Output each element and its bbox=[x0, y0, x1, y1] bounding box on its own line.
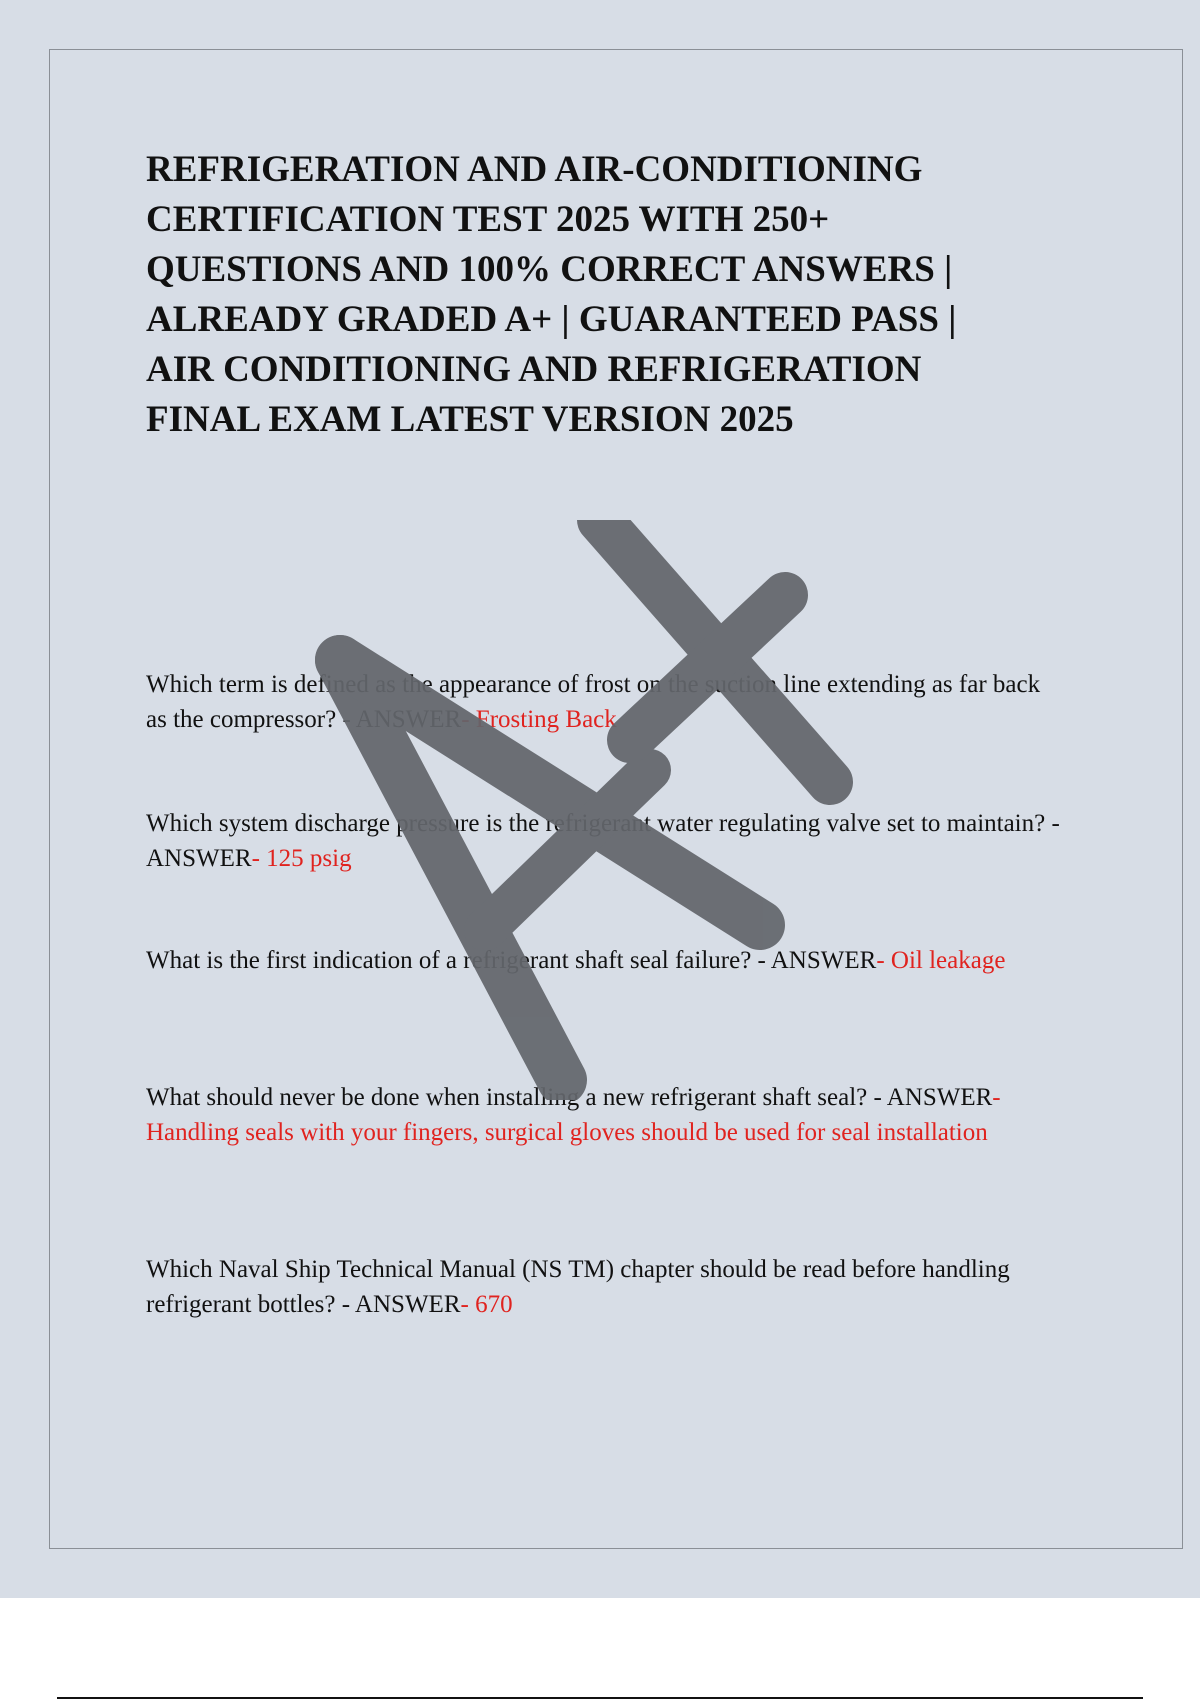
qa-item bbox=[146, 943, 1066, 978]
question-text: What should never be done when installing a new refrigerant shaft seal? - ANSWER bbox=[146, 1084, 993, 1111]
qa-item bbox=[146, 667, 1066, 737]
qa-item bbox=[146, 1080, 1066, 1150]
answer-text: - 125 psig bbox=[251, 845, 352, 872]
document-title: REFRIGERATION AND AIR-CONDITIONING CERTIFICATION TEST 2025 WITH 250+ QUESTIONS AND 100% CORRECT ANSWERS | ALREADY GRADED A+ | GUARANTEED PASS | AIR CONDITIONING AND REFRIGERATION FINAL EXAM LATEST VERSION 2025 bbox=[146, 149, 957, 440]
question-text: Which Naval Ship Technical Manual (NS TM) chapter should be read before handling refrigerant bottles? - ANSWER bbox=[146, 1256, 1010, 1318]
answer-text: - 670 bbox=[460, 1291, 513, 1318]
question-text: What is the first indication of a refrigerant shaft seal failure? - ANSWER bbox=[146, 947, 877, 974]
qa-item bbox=[146, 806, 1066, 876]
answer-text: - Oil leakage bbox=[876, 947, 1006, 974]
answer-text: - Frosting Back bbox=[461, 706, 617, 733]
bottom-rule bbox=[57, 1697, 1143, 1699]
answer-text: - Handling seals with your fingers, surgical gloves should be used for seal installation bbox=[146, 1084, 1001, 1146]
question-text: Which term is defined as the appearance of frost on the suction line extending as far back as the compressor? - ANSWER bbox=[146, 671, 1041, 733]
qa-item bbox=[146, 1252, 1066, 1322]
question-text: Which system discharge pressure is the refrigerant water regulating valve set to maintain? - ANSWER bbox=[146, 810, 1060, 872]
